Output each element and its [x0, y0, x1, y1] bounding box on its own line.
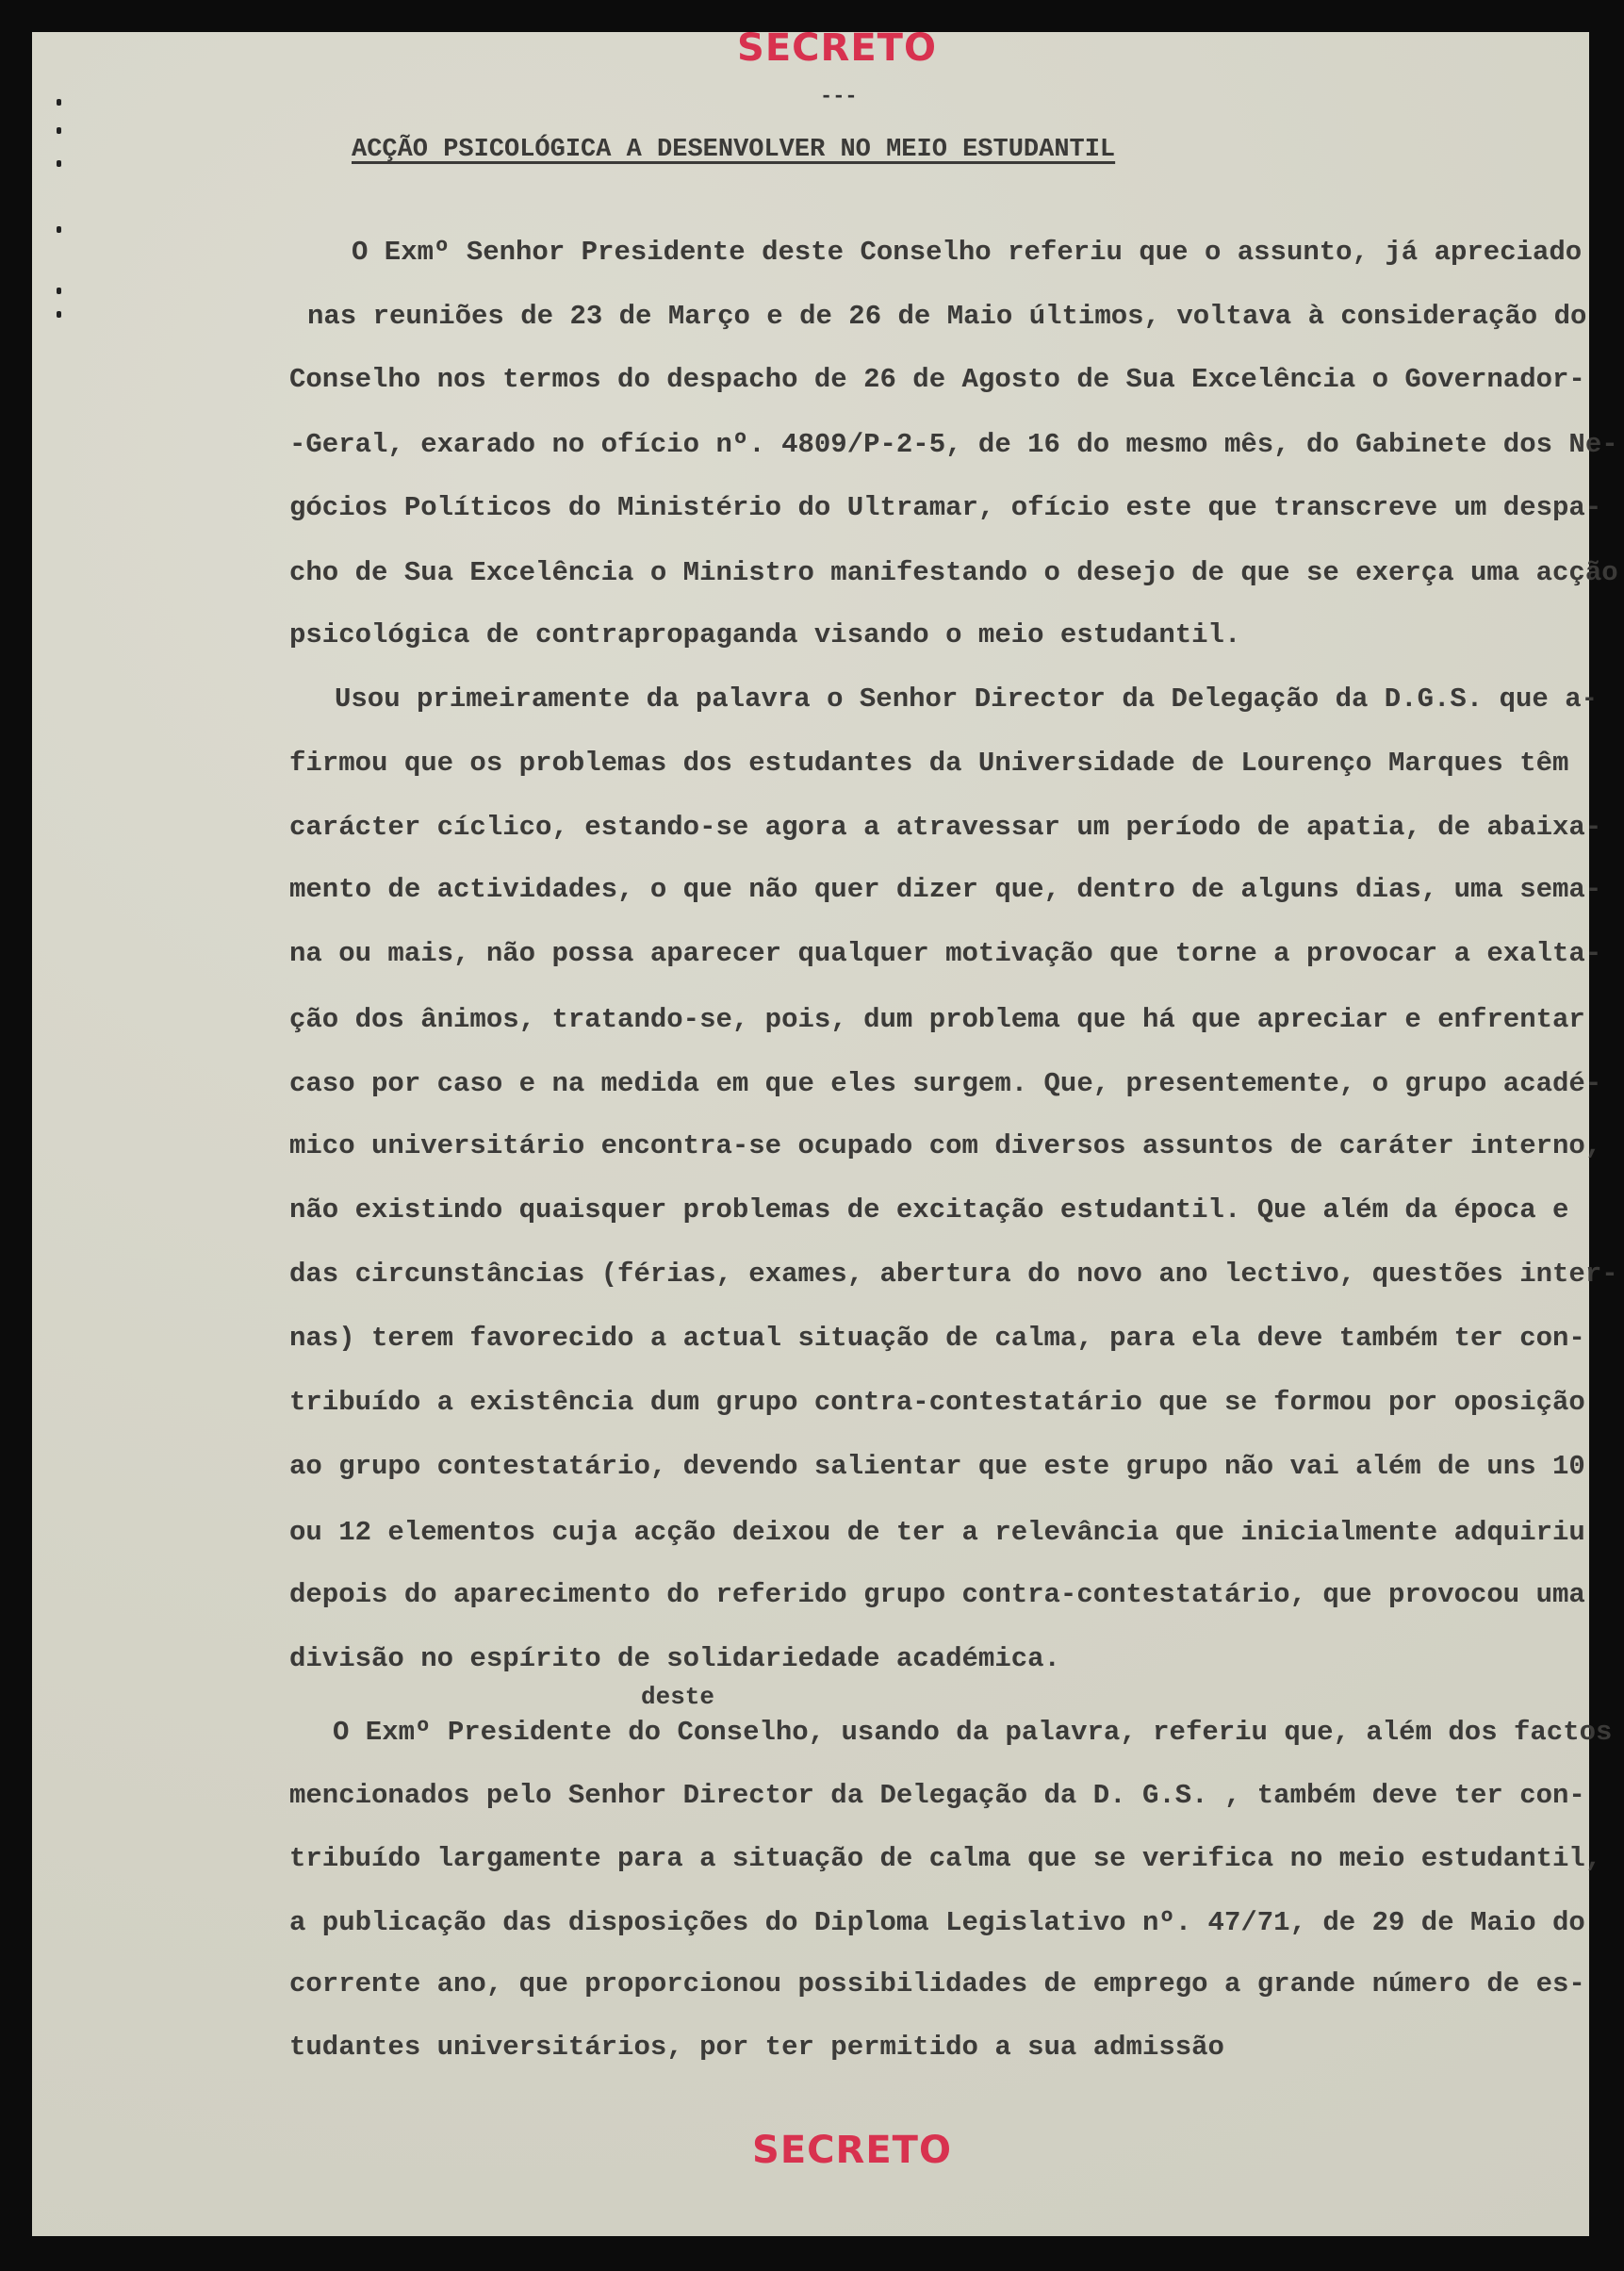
text-line: tudantes universitários, por ter permitido a sua admissão [289, 2032, 1224, 2063]
text-line: a publicação das disposições do Diploma Legislativo nº. 47/71, de 29 de Maio do [289, 1907, 1585, 1938]
text-line: mento de actividades, o que não quer dizer que, dentro de alguns dias, uma sema- [289, 874, 1602, 905]
text-line: Usou primeiramente da palavra o Senhor Director da Delegação da D.G.S. que a- [335, 683, 1599, 715]
punch-hole [57, 127, 61, 134]
document-title: ACÇÃO PSICOLÓGICA A DESENVOLVER NO MEIO ESTUDANTIL [352, 136, 1116, 164]
text-line: na ou mais, não possa aparecer qualquer motivação que torne a provocar a exalta- [289, 938, 1602, 969]
text-line: -Geral, exarado no ofício nº. 4809/P-2-5, de 16 do mesmo mês, do Gabinete dos Ne- [289, 429, 1618, 460]
text-line: caso por caso e na medida em que eles surgem. Que, presentemente, o grupo acadé- [289, 1068, 1602, 1099]
text-line: corrente ano, que proporcionou possibilidades de emprego a grande número de es- [289, 1968, 1585, 1999]
text-line: das circunstâncias (férias, exames, abertura do novo ano lectivo, questões inter- [289, 1259, 1618, 1290]
text-line: mencionados pelo Senhor Director da Delegação da D. G.S. , também deve ter con- [289, 1780, 1585, 1811]
text-line: nas) terem favorecido a actual situação de calma, para ela deve também ter con- [289, 1323, 1585, 1354]
text-line: tribuído a existência dum grupo contra-contestatário que se formou por oposição [289, 1387, 1585, 1418]
text-line: ção dos ânimos, tratando-se, pois, dum problema que há que apreciar e enfrentar [289, 1004, 1585, 1035]
punch-hole [57, 288, 61, 294]
punch-hole [57, 226, 61, 233]
text-line: firmou que os problemas dos estudantes da Universidade de Lourenço Marques têm [289, 748, 1569, 779]
handwritten-insertion: deste [641, 1683, 715, 1711]
text-line: tribuído largamente para a situação de calma que se verifica no meio estudantil, [289, 1843, 1602, 1874]
separator: --- [820, 85, 858, 108]
text-line: mico universitário encontra-se ocupado com diversos assuntos de caráter interno, [289, 1130, 1602, 1161]
punch-hole [57, 311, 61, 318]
text-line: psicológica de contrapropaganda visando o meio estudantil. [289, 619, 1241, 650]
text-line: gócios Políticos do Ministério do Ultramar, ofício este que transcreve um despa- [289, 492, 1602, 523]
text-line: O Exmº Presidente do Conselho, usando da palavra, referiu que, além dos factos [333, 1717, 1613, 1748]
text-line: Conselho nos termos do despacho de 26 de Agosto de Sua Excelência o Governador- [289, 364, 1585, 395]
text-line: não existindo quaisquer problemas de excitação estudantil. Que além da época e [289, 1194, 1569, 1226]
text-line: nas reuniões de 23 de Março e de 26 de Maio últimos, voltava à consideração do [307, 301, 1587, 332]
secret-stamp-top: SECRETO [737, 26, 937, 70]
text-line: cho de Sua Excelência o Ministro manifestando o desejo de que se exerça uma acção [289, 557, 1618, 588]
punch-hole [57, 160, 61, 167]
text-line: carácter cíclico, estando-se agora a atravessar um período de apatia, de abaixa- [289, 812, 1602, 843]
punch-hole [57, 99, 61, 106]
text-line: O Exmº Senhor Presidente deste Conselho referiu que o assunto, já apreciado [352, 237, 1583, 268]
text-line: divisão no espírito de solidariedade académica. [289, 1643, 1060, 1674]
secret-stamp-bottom: SECRETO [752, 2129, 952, 2172]
text-line: ao grupo contestatário, devendo salientar que este grupo não vai além de uns 10 [289, 1451, 1585, 1482]
text-line: ou 12 elementos cuja acção deixou de ter a relevância que inicialmente adquiriu [289, 1517, 1585, 1548]
text-line: depois do aparecimento do referido grupo contra-contestatário, que provocou uma [289, 1579, 1585, 1610]
